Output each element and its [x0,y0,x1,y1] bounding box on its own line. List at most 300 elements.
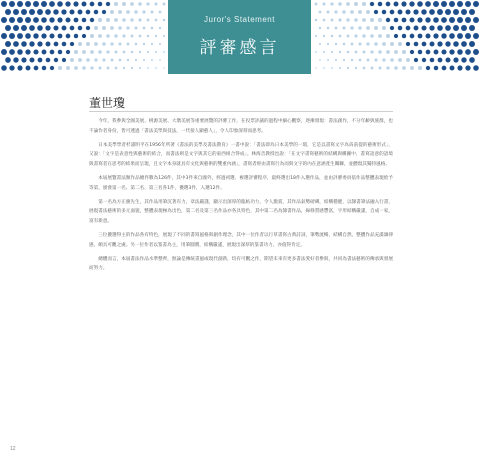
decor-dot [98,50,101,53]
decor-dot [374,26,378,30]
decor-dot [437,41,442,46]
decor-dot [9,33,15,39]
decor-dot [422,58,426,62]
decor-dot [351,43,354,46]
decor-dot [417,17,422,22]
decor-dot [25,49,30,54]
decor-dot [414,42,419,47]
decor-dot [21,57,26,62]
decor-dot [123,67,125,69]
page-number: 12 [10,446,16,452]
decor-dot [49,33,54,38]
decor-dot [123,51,126,54]
decor-dot [155,67,157,69]
decor-dot [163,51,165,53]
decor-dot [331,19,334,22]
decor-dot [143,27,146,30]
decor-dot [425,1,431,7]
decor-dot [461,25,467,31]
decor-dot [138,18,141,21]
decor-dot [386,18,390,22]
decor-dot [13,25,19,31]
decor-dot [135,59,137,61]
decor-dot [394,34,398,38]
decor-dot [378,18,382,22]
decor-dot [386,34,390,38]
decor-dot [82,2,87,7]
decor-dot [102,26,106,30]
decor-dot [457,1,463,7]
decor-dot [78,10,83,15]
decor-dot [138,2,142,6]
decor-dot [355,67,357,69]
decor-dot [41,33,46,38]
decor-dot [315,19,318,22]
decor-dot [58,34,63,39]
decor-dot [33,17,39,23]
decor-dot [346,18,349,21]
statement-body [89,117,393,278]
decor-dot [45,9,51,15]
decor-dot [13,41,19,47]
decor-dot [119,59,122,62]
decor-dot [115,67,118,70]
decor-dot [449,33,455,39]
decor-dot [362,2,366,6]
decor-dot [445,57,450,62]
decor-dot [29,9,35,15]
decor-dot [358,10,362,14]
decor-dot [421,9,426,14]
decor-dot [370,2,374,6]
decor-dot [122,2,126,6]
decor-dot [135,43,138,46]
decor-dot [130,18,133,21]
decor-dot [94,42,98,46]
decor-dot [106,2,110,6]
decor-dot [473,33,479,39]
decor-dot [45,25,50,30]
decor-dot [1,1,7,7]
decor-dot [33,33,38,38]
decor-dot [453,9,459,15]
decor-dot [382,58,385,61]
decor-dot [398,26,403,31]
decor-dot [159,27,161,29]
decor-dot [465,65,470,70]
decor-dot [378,2,383,7]
decor-dot [453,25,459,31]
decor-dot [33,1,39,7]
decor-dot [450,66,455,71]
decor-dot [34,66,39,71]
decor-dot [21,9,27,15]
decor-dot [13,9,19,15]
decor-dot [66,50,70,54]
decor-dot [390,26,394,30]
decor-dot [86,58,90,62]
decor-dot [94,10,98,14]
decor-dot [386,66,389,69]
decor-dot [363,67,366,70]
decor-dot [405,9,410,14]
decor-dot [21,41,27,47]
decor-dot [134,10,137,13]
decor-dot [414,26,419,31]
decor-dot [94,26,98,30]
decor-dot [343,43,346,46]
decor-dot [449,1,455,7]
decor-dot [430,42,435,47]
decor-dot [441,49,446,54]
decor-dot [114,34,117,37]
decor-dot [74,66,78,70]
decor-dot [394,50,398,54]
decor-dot [418,34,423,39]
decor-dot [139,67,141,69]
decor-dot [402,50,406,54]
decor-dot [29,57,34,62]
decor-dot [425,17,430,22]
decor-dot [82,66,86,70]
decor-dot [457,65,462,70]
decor-dot [142,10,145,13]
decor-dot [1,17,7,23]
decor-dot [151,59,153,61]
decor-dot [402,34,406,38]
decor-dot [90,50,94,54]
decor-dot [143,43,146,46]
decor-dot [155,35,157,37]
decor-dot [151,43,153,45]
decor-dot [53,25,58,30]
decor-dot [358,42,361,45]
decor-dot [147,35,150,38]
section-title: 評審感言 [199,38,280,58]
decor-dot [366,42,369,45]
decor-dot [46,42,51,47]
decor-dot [163,35,165,37]
decor-dot [327,43,329,45]
decor-dot [394,18,399,23]
decor-dot [111,59,114,62]
decor-dot [21,25,27,31]
decor-dot [37,41,42,46]
decor-dot [382,26,386,30]
decor-dot [54,42,59,47]
decor-dot [434,66,439,71]
decor-dot [461,57,466,62]
decor-dot [469,41,475,47]
decor-dot [410,34,415,39]
decor-dot [90,34,94,38]
author-divider [89,111,393,112]
decor-dot [370,18,374,22]
decor-dot [82,34,86,38]
decor-dot [338,2,342,6]
decor-dot [74,18,79,23]
decor-dot [441,1,447,7]
decor-dot [370,34,374,38]
decor-dot [374,42,378,46]
decor-dot [122,34,125,37]
decor-dot [54,58,58,62]
decor-dot [413,9,418,14]
decor-dot [5,9,11,15]
decor-dot [131,35,134,38]
decor-dot [378,34,382,38]
decor-dot [354,34,357,37]
decor-dot [17,33,23,39]
decor-dot [398,10,403,15]
decor-dot [102,58,105,61]
decor-dot [461,9,467,15]
decor-dot [37,25,43,31]
decor-dot [90,2,95,7]
decor-dot [374,58,377,61]
decor-dot [402,66,406,70]
decor-dot [38,58,43,63]
decor-dot [131,51,134,54]
decor-dot [327,59,329,61]
decor-dot [315,35,317,37]
decor-dot [86,26,90,30]
decor-dot [106,50,109,53]
decor-dot [114,2,118,6]
decor-dot [94,58,97,61]
dot-pattern-left [0,0,168,74]
decor-dot [127,43,130,46]
decor-dot [70,26,75,31]
decor-dot [390,58,394,62]
decor-dot [469,9,475,15]
decor-dot [367,59,370,62]
decor-dot [453,57,458,62]
decor-dot [143,59,145,61]
paragraph: 本屆展覽書法類作品總件數為126件，其中3件來自國外，經過初選、複選評審程序，最終選出18件入選作品，並由評審委員依作品整體表現給予等第，頒發第一名、第二名、第三名各1件，優選3件，入選12件。 [89,175,393,191]
decor-dot [110,10,114,14]
decor-dot [110,26,114,30]
decor-dot [163,19,166,22]
decor-dot [50,66,54,70]
decor-dot [394,2,399,7]
decor-dot [457,49,463,55]
decor-dot [410,18,415,23]
decor-dot [90,18,94,22]
decor-dot [9,17,15,23]
decor-dot [90,66,93,69]
decor-dot [354,2,358,6]
decor-dot [163,3,166,6]
decor-dot [53,9,58,14]
decor-dot [106,34,110,38]
decor-dot [46,58,51,63]
dot-pattern-right [312,0,480,74]
decor-dot [114,50,117,53]
decor-dot [73,1,78,6]
decor-dot [378,66,381,69]
decor-dot [139,51,141,53]
decor-dot [414,58,418,62]
decor-dot [346,2,350,6]
decor-dot [319,27,321,29]
decor-dot [366,10,370,14]
decor-dot [323,19,326,22]
decor-dot [82,50,86,54]
decor-dot [370,50,373,53]
decor-dot [319,59,321,61]
decor-dot [442,66,447,71]
decor-dot [465,1,471,7]
decor-dot [5,57,11,63]
decor-dot [25,1,31,7]
decor-dot [82,18,87,23]
decor-dot [398,42,402,46]
decor-dot [461,41,467,47]
decor-dot [398,58,402,62]
decor-dot [41,1,47,7]
decor-dot [9,49,15,55]
decor-dot [5,25,11,31]
paragraph: 三位優選得主的作品各有特色，展現了不同的書寫風格與創作理念，其中一位作者以行草書寫古典詩詞，筆勢流暢，結構自然，整體作品充滿韻律感，頗具可觀之處。另一位作者以篆書為主，用筆圓潤，結構嚴謹，展現出深厚的篆書功力，亦值得肯定。 [89,232,393,248]
decor-dot [146,2,149,5]
paragraph: 今年，我參與全國美展、桃源美展、大墩美展等重要展覽的評審工作，在投票評議的過程中細心觀察，逐漸發現：書法創作，不分年齡與族群，也不論作者身份，皆可透過「書法美學與技法，一代接人顯藝人」，令人印象深刻而思考。 [89,119,393,134]
decor-dot [66,18,71,23]
decor-dot [382,42,386,46]
decor-dot [315,3,318,6]
decor-dot [42,66,47,71]
decor-dot [401,1,406,6]
decor-dot [473,1,479,7]
decor-dot [98,66,101,69]
paragraph: 日本美學學者杉浦明平在1956年所著《書法的美學及書法教育》一書中說：「書法即為日本美學的一環，它是以書寫文字為爲前提的藝術形式」，又說：「文字是表意性與藝術的結合，而書法則是文字與其它的東西組合得成」。林海音教授也說：「在文字書寫藝術的結構與構圖中，書寫語意的語境與書寫者在思考的結果而呈現，且文字本身就具有文化與藝術的雙重內涵」，書寫者經由書寫行為而與文字的內在意涵產生關聯，並體現其獨特風格。 [89,142,393,167]
decor-dot [57,17,62,22]
decor-dot [339,35,342,38]
decor-dot [17,49,23,55]
decor-dot [65,1,70,6]
decor-dot [17,17,23,23]
decor-dot [382,10,386,14]
decor-dot [350,26,353,29]
decor-dot [390,42,394,46]
decor-dot [154,2,157,5]
decor-dot [70,58,74,62]
decor-dot [335,59,337,61]
decor-dot [445,9,451,15]
decor-dot [118,10,122,14]
decor-dot [438,58,443,63]
section-subtitle-en: Juror's Statement [204,15,275,24]
decor-dot [163,67,164,68]
decor-dot [86,10,91,15]
decor-dot [335,43,338,46]
decor-dot [13,57,18,62]
decor-dot [473,65,479,71]
decor-dot [1,65,7,71]
decor-dot [159,11,162,14]
decor-dot [453,41,459,47]
decor-dot [473,49,479,55]
decor-dot [50,50,55,55]
decor-dot [362,34,365,37]
decor-dot [25,33,31,39]
decor-dot [57,1,63,7]
decor-dot [465,49,471,55]
decor-dot [457,17,463,23]
decor-dot [371,67,374,70]
decor-dot [58,66,62,70]
decor-dot [417,1,423,7]
decor-dot [473,17,479,23]
decor-dot [17,65,22,70]
decor-dot [147,67,149,69]
decor-dot [139,35,142,38]
paragraph: 第一名為方正慶先生，其作品用筆沉著有力，章法嚴謹，顯示出深厚的臨帖功力，令人激賞，其作品氣勢磅礡，結構穩健，以隸書筆法融入行書，展現書法藝術的多元面貌，整體表現極為出色，第二名及第三名作品亦各具特色，其中第二名為隸書作品，線條質感豐富，字形結構嚴謹，自成一家，富有新意。 [89,199,393,224]
decor-dot [62,58,66,62]
decor-dot [1,33,7,39]
decor-dot [159,43,161,45]
decor-dot [331,51,333,53]
decor-dot [441,17,447,23]
decor-dot [402,18,407,23]
decor-dot [425,33,430,38]
decor-dot [315,67,316,68]
decor-dot [410,66,414,70]
decor-dot [323,51,325,53]
decor-dot [70,42,74,46]
decor-dot [469,25,475,31]
decor-dot [342,26,345,29]
decor-dot [410,50,414,54]
decor-dot [58,50,62,54]
decor-dot [358,26,361,29]
decor-dot [354,18,358,22]
decor-dot [433,1,439,7]
decor-dot [342,10,345,13]
decor-dot [434,50,439,55]
decor-dot [331,35,334,38]
decor-dot [426,50,431,55]
decor-dot [110,42,113,45]
decor-dot [98,34,102,38]
decor-dot [362,50,365,53]
decor-dot [334,10,337,13]
decor-dot [29,25,35,31]
decor-dot [159,59,161,61]
decor-dot [422,42,427,47]
decor-dot [114,18,118,22]
decor-dot [449,17,455,23]
decor-dot [126,26,129,29]
decor-dot [33,49,38,54]
decor-dot [78,58,82,62]
decor-dot [339,67,341,69]
paragraph: 總體而言，本屆書法作品水準整齊，無論是傳統書風或現代創新，均有可觀之作，期望未來有更多書法愛好者參與，共同為書法藝術的傳承與發展而努力。 [89,256,393,272]
decor-dot [62,42,67,47]
decor-dot [118,42,121,45]
decor-dot [386,2,391,7]
decor-dot [445,25,451,31]
decor-dot [322,2,325,5]
decor-dot [69,9,74,14]
decor-dot [49,17,54,22]
decor-dot [61,9,66,14]
decor-dot [37,9,43,15]
decor-dot [147,19,150,22]
decor-dot [147,51,149,53]
decor-dot [9,1,15,7]
decor-dot [155,51,157,53]
